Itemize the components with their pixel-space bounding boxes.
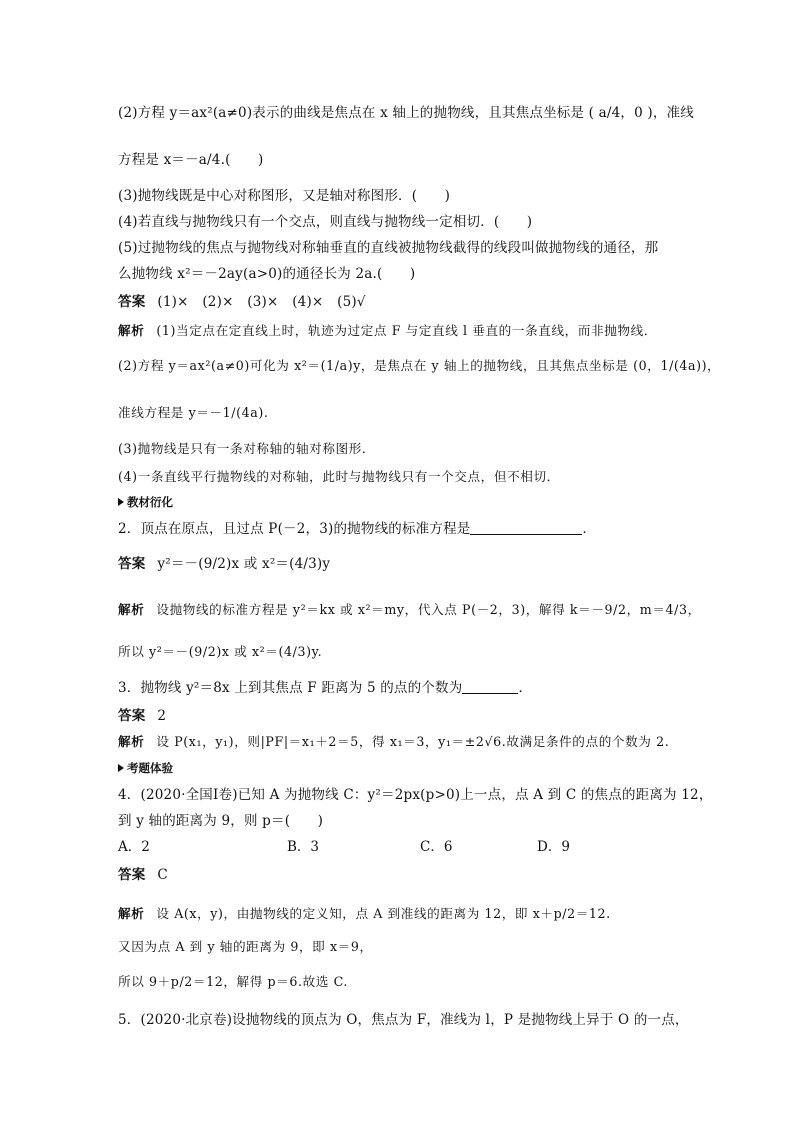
line-text: y²＝－(9/2)x 或 x²＝(4/3)y (157, 556, 331, 572)
answer-blank[interactable] (470, 522, 582, 535)
choice-c[interactable]: C．6 (420, 839, 453, 855)
line-sol4b (118, 938, 373, 956)
section-title: 考题体验 (127, 761, 173, 775)
line-ans4 (118, 866, 168, 884)
line-text: 4．(2020·全国Ⅰ卷)已知 A 为抛物线 C：y²＝2px(p>0)上一点，点 A 到 C 的焦点的距离为 12， (118, 787, 713, 803)
choice-b[interactable]: B．3 (287, 839, 320, 855)
line-label: 答案 (118, 294, 146, 310)
line-text: 5．(2020·北京卷)设抛物线的顶点为 O，焦点为 F，准线为 l，P 是抛物线上异于 O 的一点， (118, 1012, 689, 1028)
line-q1-5a (118, 239, 658, 257)
line-text: (3)抛物线既是中心对称图形，又是轴对称图形．( ) (118, 188, 451, 204)
line-text: (5)过抛物线的焦点与抛物线对称轴垂直的直线被抛物线截得的线段叫做抛物线的通径，那 (118, 240, 659, 256)
line-sol3 (118, 733, 669, 751)
line-label: 答案 (118, 556, 146, 572)
line-text: (2)方程 y＝ax²(a≠0)可化为 x²＝(1/a)y，是焦点在 y 轴上的抛物线，且其焦点坐标是 (0，1/(4a))， (118, 358, 721, 373)
line-text: 3．抛物线 y²＝8x 上到其焦点 F 距离为 5 的点的个数为 (118, 680, 463, 696)
sec-jiaocai (118, 494, 173, 510)
line-text: 设 A(x，y)，由抛物线的定义知，点 A 到准线的距离为 12，即 x＋p/2＝12. (156, 906, 611, 921)
line-q1-5b (118, 265, 415, 283)
line-text: 所以 y²＝－(9/2)x 或 x²＝(4/3)y. (118, 644, 323, 659)
answer-blank[interactable] (462, 681, 518, 694)
line-text: C (157, 867, 168, 883)
line-text: 又因为点 A 到 y 轴的距离为 9，即 x＝9， (118, 939, 373, 954)
line-sol4 (118, 905, 611, 923)
line-q2 (118, 520, 596, 538)
line-text: (1)× (2)× (3)× (4)× (5)√ (157, 294, 366, 310)
section-title: 教材衍化 (127, 495, 173, 509)
choice-d[interactable]: D．9 (537, 839, 570, 855)
line-label: 解析 (118, 906, 145, 921)
line-q1-2a (118, 104, 694, 122)
line-text: 准线方程是 y＝－1/(4a). (118, 405, 269, 420)
triangle-icon (118, 764, 124, 772)
line-text: (3)抛物线是只有一条对称轴的轴对称图形． (118, 441, 376, 456)
line-q3 (118, 679, 532, 697)
line-label: 解析 (118, 602, 145, 617)
line-sol1-4 (118, 468, 560, 486)
line-label: 解析 (118, 323, 145, 338)
line-q1-4 (118, 213, 532, 231)
line-sol1-3 (118, 440, 375, 458)
line-text: 2．顶点在原点，且过点 P(－2，3)的抛物线的标准方程是 (118, 521, 471, 537)
line-q1-3 (118, 187, 450, 205)
line-text: 设抛物线的标准方程是 y²＝kx 或 x²＝my，代入点 P(－2，3)，解得 k＝－9/2，m＝4/3， (156, 602, 701, 617)
line-text-end: ． (518, 680, 533, 696)
line-text: (4)若直线与抛物线只有一个交点，则直线与抛物线一定相切．( ) (118, 214, 533, 230)
line-ans2 (118, 555, 330, 573)
line-label: 答案 (118, 867, 146, 883)
line-sol2b (118, 643, 322, 661)
line-sol1-1 (118, 322, 657, 340)
choice-a[interactable]: A．2 (118, 839, 150, 855)
line-q4b (118, 812, 323, 830)
line-ans1 (118, 293, 366, 311)
line-ans3 (118, 707, 166, 725)
sec-kaoti (118, 760, 173, 776)
line-sol1-2b (118, 404, 268, 422)
line-label: 解析 (118, 734, 145, 749)
line-sol1-2 (118, 357, 720, 375)
line-text: (1)当定点在定直线上时，轨迹为过定点 F 与定直线 l 垂直的一条直线，而非抛物线． (156, 323, 657, 338)
line-text: 么抛物线 x²＝－2ay(a>0)的通径长为 2a.( ) (118, 266, 416, 282)
line-q4a (118, 786, 713, 804)
line-q1-2b (118, 151, 263, 169)
line-text-end: ． (582, 521, 597, 537)
line-text: (2)方程 y＝ax²(a≠0)表示的曲线是焦点在 x 轴上的抛物线，且其焦点坐标是 ( a/4，0 )，准线 (118, 105, 694, 121)
line-text: (4)一条直线平行抛物线的对称轴，此时与抛物线只有一个交点，但不相切． (118, 469, 560, 484)
triangle-icon (118, 498, 124, 506)
line-text: 方程是 x＝－a/4.( ) (118, 152, 264, 168)
line-text: 设 P(x₁，y₁)，则|PF|＝x₁＋2＝5，得 x₁＝3，y₁＝±2√6.故满足条件的点的个数为 2. (156, 734, 670, 749)
line-label: 答案 (118, 708, 146, 724)
line-text: 2 (157, 708, 167, 724)
line-sol4c (118, 973, 348, 991)
line-text: 到 y 轴的距离为 9，则 p＝( ) (118, 813, 324, 829)
line-text: 所以 9＋p/2＝12，解得 p＝6.故选 C. (118, 974, 348, 989)
line-q5 (118, 1011, 689, 1029)
line-sol2 (118, 601, 701, 619)
